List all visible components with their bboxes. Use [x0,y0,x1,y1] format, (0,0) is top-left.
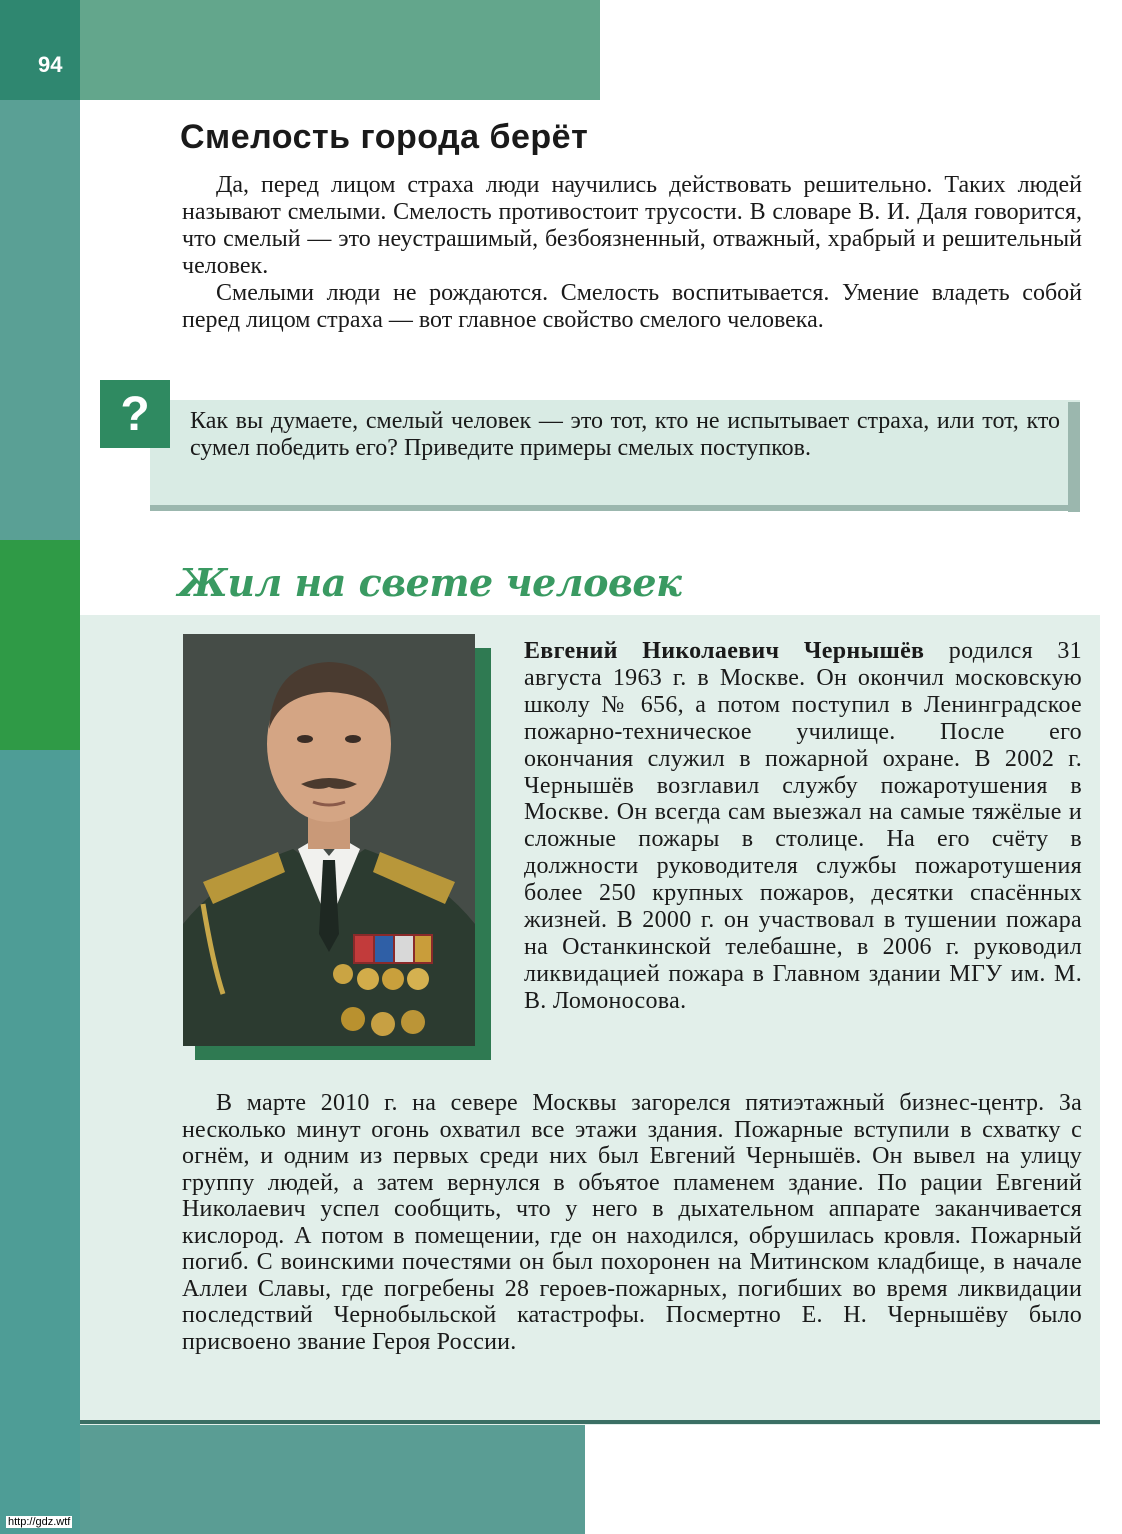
footer-band [80,1425,585,1534]
photo-frame-shadow [475,648,491,1060]
question-box-shadow [1068,402,1080,512]
section-title: Смелость города берёт [180,118,589,156]
left-margin-accent [0,540,80,750]
photo-frame-shadow-bottom [195,1046,491,1060]
question-text: Как вы думаете, смелый человек — это тот, кто не испытывает страха, или тот, кто сумел победить его? Приведите примеры смелых поступков. [190,408,1060,461]
page-number: 94 [38,52,63,77]
left-margin-band-lower [0,750,80,1534]
question-box-shadow-bottom [150,505,1080,511]
biography-heading: Жил на свете человек [178,560,682,605]
question-mark-icon: ? [100,380,170,448]
biography-story: В марте 2010 г. на севере Москвы загорелся пятиэтажный бизнес-центр. За несколько минут огонь охватил все этажи здания. Пожарные вступили в схватку с огнём, и одним из первых среди них был Евгений Чернышёв. Он вывел на улицу группу людей, а затем вернулся в объятое пламенем здание. По рации Евгений Николаевич успел сообщить, что у него в дыхательном аппарате заканчивается кислород. А потом в помещении, где он находился, обрушилась кровля. Пожарный погиб. С воинскими почестями он был похоронен на Митинском кладбище, в начале Аллеи Славы, где погребены 28 героев-пожарных, погибших во время ликвидации последствий Чернобыльской катастрофы. Посмертно Е. Н. Чернышёву было присвоено звание Героя России. [182,1090,1082,1355]
intro-paragraph-1: Да, перед лицом страха люди научились действовать решительно. Таких людей называют смелыми. Смелость противостоит трусости. В словаре В. И. Даля говорится, что смелый — это неустрашимый, безбоязненный, отважный, храбрый и решительный человек. [182,172,1082,279]
header-corner-block [0,0,80,100]
biography-person-name: Евгений Николаевич Чернышёв [524,638,925,664]
header-white-area [600,0,1122,100]
portrait-photo [183,634,475,1046]
intro-paragraph-2: Смелыми люди не рождаются. Смелость воспитывается. Умение владеть собой перед лицом страха — вот главное свойство смелого человека. [182,280,1082,333]
footer-white-area [585,1425,1122,1534]
biography-details: родился 31 августа 1963 г. в Москве. Он окончил московскую школу № 656, а потом поступил в Ленинградское пожарно-техническое училище. После его окончания служил в пожарной охране. В 2002 г. Чернышёв возглавил службу пожаротушения в Москве. Он всегда сам выезжал на самые тяжёлые и сложные пожары в столице. На его счёту в должности руководителя службы пожаротушения более 250 крупных пожаров, десятки спасённых жизней. В 2000 г. он участвовал в тушении пожара на Останкинской телебашне, в 2006 г. руководил ликвидацией пожара в Главном здании МГУ им. М. В. Ломоносова. [524,638,1082,1014]
portrait-illustration [183,634,475,1046]
header-band [80,0,600,100]
panel-bottom-border [80,1420,1100,1424]
watermark-link[interactable]: http://gdz.wtf [8,1516,71,1528]
biography-text [524,638,1082,1015]
left-margin-band [0,100,80,545]
